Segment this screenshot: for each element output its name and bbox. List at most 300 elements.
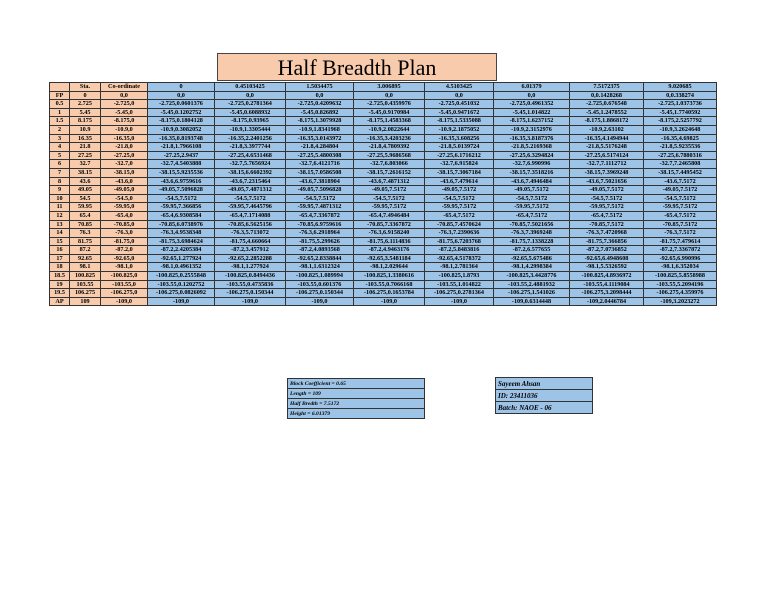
cell-col-5: -5.45,0.826892 (286, 108, 354, 117)
cell-col-1: 16.35 (70, 134, 101, 143)
cell-col-2: -16.35,0 (101, 134, 148, 143)
cell-col-7: -8.175,1.5335088 (425, 117, 494, 126)
cell-col-6: -38.15,7.2616152 (354, 168, 425, 177)
table-row (50, 203, 717, 212)
cell-col-0: 8 (50, 177, 70, 186)
cell-col-10: -65.4,7.5172 (644, 211, 717, 220)
cell-col-9: -8.175,1.8868172 (570, 117, 644, 126)
cell-col-9: -103.55,4.1119084 (570, 280, 644, 289)
cell-col-5: -65.4,7.3367872 (286, 211, 354, 220)
cell-col-4: -32.7,5.7656924 (215, 160, 286, 169)
cell-col-0: 3 (50, 134, 70, 143)
cell-col-0: 16 (50, 246, 70, 255)
cell-col-3: -38.15,5.9235536 (148, 168, 215, 177)
cell-col-8: -103.55,2.4881932 (494, 280, 570, 289)
cell-col-10: -54.5,7.5172 (644, 194, 717, 203)
cell-col-0: 10 (50, 194, 70, 203)
cell-col-3: -98.1,0.4961352 (148, 263, 215, 272)
cell-col-10: -27.25,6.7880316 (644, 151, 717, 160)
cell-col-3: -27.25,2.9437 (148, 151, 215, 160)
cell-col-6: -103.55,0.7066168 (354, 280, 425, 289)
cell-col-5: -49.05,7.5096828 (286, 186, 354, 195)
cell-col-2: -8.175,0 (101, 117, 148, 126)
cell-col-7: -21.8,5.0139724 (425, 143, 494, 152)
cell-col-2: -10.9,0 (101, 125, 148, 134)
cell-col-4: 0.45103425 (215, 83, 286, 92)
cell-col-5: -81.75,5.299626 (286, 237, 354, 246)
cell-col-1: 21.8 (70, 143, 101, 152)
table-row (50, 246, 717, 255)
cell-col-8: -5.45,1.014822 (494, 108, 570, 117)
cell-col-10: -32.7,7.2465808 (644, 160, 717, 169)
table-row (50, 160, 717, 169)
cell-col-2: -38.15,0 (101, 168, 148, 177)
cell-col-3: -8.175,0.1804128 (148, 117, 215, 126)
cell-col-0: 5 (50, 151, 70, 160)
cell-col-7: -109,0 (425, 297, 494, 306)
cell-col-1: 10.9 (70, 125, 101, 134)
cell-col-0: FP (50, 91, 70, 100)
table-row (50, 177, 717, 186)
cell-col-8: -92.65,5.675486 (494, 254, 570, 263)
cell-col-1: 54.5 (70, 194, 101, 203)
cell-col-3: -32.7,4.5403888 (148, 160, 215, 169)
cell-col-1: 27.25 (70, 151, 101, 160)
table-row (50, 194, 717, 203)
cell-col-1: 65.4 (70, 211, 101, 220)
cell-col-9: -106.275,3.2098444 (570, 289, 644, 298)
cell-col-2: -87.2,0 (101, 246, 148, 255)
cell-col-3: 0,0 (148, 91, 215, 100)
cell-col-2: -100.825,0 (101, 272, 148, 281)
cell-col-2: -54.5,0 (101, 194, 148, 203)
cell-col-4: -27.25,4.6531468 (215, 151, 286, 160)
cell-col-1: 2.725 (70, 100, 101, 109)
cell-col-3: -109,0 (148, 297, 215, 306)
cell-col-0: 13 (50, 220, 70, 229)
cell-col-3: -5.45,0.1202752 (148, 108, 215, 117)
cell-col-4: -98.1,1.277924 (215, 263, 286, 272)
cell-col-0: 15 (50, 237, 70, 246)
table-row (50, 186, 717, 195)
cell-col-9: -109,2.0446784 (570, 297, 644, 306)
cell-col-2: -43.6,0 (101, 177, 148, 186)
cell-col-4: -43.6,7.2315464 (215, 177, 286, 186)
author-batch-cell: Batch: NAOE - 06 (496, 402, 593, 414)
cell-col-4: -38.15,6.6602392 (215, 168, 286, 177)
length-cell: Length = 109 (288, 389, 425, 399)
table-row (50, 91, 717, 100)
cell-col-7: -5.45,0.9471672 (425, 108, 494, 117)
cell-col-9: -98.1,5.5326592 (570, 263, 644, 272)
cell-col-3: -100.825,0.2555848 (148, 272, 215, 281)
cell-col-0: 4 (50, 143, 70, 152)
cell-col-9: -76.3,7.4720968 (570, 229, 644, 238)
cell-col-10: -49.05,7.5172 (644, 186, 717, 195)
author-box (495, 377, 593, 414)
cell-col-6: -59.95,7.5172 (354, 203, 425, 212)
cell-col-10: -81.75,7.479614 (644, 237, 717, 246)
cell-col-6: -32.7,6.803066 (354, 160, 425, 169)
cell-col-3: -76.3,4.9538348 (148, 229, 215, 238)
cell-col-7: -10.9,2.1875052 (425, 125, 494, 134)
cell-col-6: -54.5,7.5172 (354, 194, 425, 203)
table-row (50, 100, 717, 109)
cell-col-6: -16.35,3.4203236 (354, 134, 425, 143)
cell-col-4: -65.4,7.1714088 (215, 211, 286, 220)
cell-col-9: -5.45,1.2478552 (570, 108, 644, 117)
cell-col-1: 100.825 (70, 272, 101, 281)
cell-col-5: -2.725,0.4209632 (286, 100, 354, 109)
cell-col-2: -27.25,0 (101, 151, 148, 160)
cell-col-5: -70.85,6.9759616 (286, 220, 354, 229)
cell-col-8: -54.5,7.5172 (494, 194, 570, 203)
cell-col-6: -106.275,0.1653784 (354, 289, 425, 298)
cell-col-7: 4.5103425 (425, 83, 494, 92)
cell-col-8: -38.15,7.3518216 (494, 168, 570, 177)
cell-col-4: -8.175,0.93965 (215, 117, 286, 126)
cell-col-1: 81.75 (70, 237, 101, 246)
cell-col-6: -21.8,4.7809392 (354, 143, 425, 152)
cell-col-10: -109,3.2023272 (644, 297, 717, 306)
height-cell: Height = 6.01379 (288, 409, 425, 419)
cell-col-7: -27.25,6.1716212 (425, 151, 494, 160)
cell-col-5: -100.825,1.089994 (286, 272, 354, 281)
cell-col-8: -109,0.6314448 (494, 297, 570, 306)
table-row (50, 143, 717, 152)
cell-col-10: -70.85,7.5172 (644, 220, 717, 229)
cell-col-3: -106.275,0.0826092 (148, 289, 215, 298)
cell-col-5: -8.175,1.3079928 (286, 117, 354, 126)
cell-col-8: -70.85,7.5021656 (494, 220, 570, 229)
cell-col-8: -98.1,4.2998384 (494, 263, 570, 272)
cell-col-10: -8.175,2.5257792 (644, 117, 717, 126)
cell-col-10: -87.2,7.3367872 (644, 246, 717, 255)
table-row (50, 297, 717, 306)
table-row (50, 237, 717, 246)
cell-col-3: -49.05,7.5096828 (148, 186, 215, 195)
cell-col-9: -2.725,0.676548 (570, 100, 644, 109)
cell-col-7: -54.5,7.5172 (425, 194, 494, 203)
cell-col-5: -106.275,0.150344 (286, 289, 354, 298)
cell-col-2: 0,0 (101, 91, 148, 100)
cell-col-0: 19.5 (50, 289, 70, 298)
cell-col-0: 1.5 (50, 117, 70, 126)
half-breadth-cell: Half Bredth = 7.5172 (288, 399, 425, 409)
cell-col-9: -59.95,7.5172 (570, 203, 644, 212)
cell-col-8: 0,0 (494, 91, 570, 100)
cell-col-4: -16.35,2.2401256 (215, 134, 286, 143)
cell-col-5: -76.3,6.2918964 (286, 229, 354, 238)
cell-col-1: 38.15 (70, 168, 101, 177)
cell-col-4: -109,0 (215, 297, 286, 306)
cell-col-6: -81.75,6.1114836 (354, 237, 425, 246)
table-row (50, 168, 717, 177)
cell-col-8: -87.2,6.577655 (494, 246, 570, 255)
cell-col-2: Co-ordinate (101, 83, 148, 92)
cell-col-10: -106.275,4.359976 (644, 289, 717, 298)
cell-col-6: -2.725,0.4359976 (354, 100, 425, 109)
header-row (50, 83, 717, 92)
table-row (50, 229, 717, 238)
cell-col-10: 0,0.338274 (644, 91, 717, 100)
cell-col-8: -49.05,7.5172 (494, 186, 570, 195)
table-row (50, 134, 717, 143)
cell-col-9: -43.6,7.5021656 (570, 177, 644, 186)
cell-col-8: -65.4,7.5172 (494, 211, 570, 220)
cell-col-5: -87.2,4.0893568 (286, 246, 354, 255)
cell-col-0: 1 (50, 108, 70, 117)
cell-col-3: 0 (148, 83, 215, 92)
cell-col-3: -59.95,7.366856 (148, 203, 215, 212)
cell-col-5: -27.25,5.4800308 (286, 151, 354, 160)
cell-col-3: -87.2,2.4205384 (148, 246, 215, 255)
cell-col-9: -65.4,7.5172 (570, 211, 644, 220)
cell-col-4: -2.725,0.2781364 (215, 100, 286, 109)
cell-col-3: -21.8,1.7966108 (148, 143, 215, 152)
cell-col-5: -43.6,7.3818904 (286, 177, 354, 186)
cell-col-10: -16.35,4.69825 (644, 134, 717, 143)
cell-col-6: -43.6,7.4871312 (354, 177, 425, 186)
cell-col-8: 6.01379 (494, 83, 570, 92)
cell-col-9: -10.9,2.63102 (570, 125, 644, 134)
cell-col-2: -103.55,0 (101, 280, 148, 289)
cell-col-1: 109 (70, 297, 101, 306)
cell-col-7: -100.825,1.8793 (425, 272, 494, 281)
cell-col-5: -103.55,0.601376 (286, 280, 354, 289)
cell-col-9: -81.75,7.366856 (570, 237, 644, 246)
cell-col-1: 5.45 (70, 108, 101, 117)
cell-col-4: -92.65,2.2852288 (215, 254, 286, 263)
cell-col-4: -54.5,7.5172 (215, 194, 286, 203)
cell-col-6: -27.25,5.9686568 (354, 151, 425, 160)
cell-col-8: -106.275,1.541026 (494, 289, 570, 298)
cell-col-10: -98.1,6.352034 (644, 263, 717, 272)
cell-col-9: -70.85,7.5172 (570, 220, 644, 229)
cell-col-1: Sta. (70, 83, 101, 92)
cell-col-4: -5.45,0.6088932 (215, 108, 286, 117)
cell-col-0: 18 (50, 263, 70, 272)
cell-col-8: -16.35,3.8187376 (494, 134, 570, 143)
cell-col-8: -21.8,5.2169368 (494, 143, 570, 152)
cell-col-7: -92.65,4.5178372 (425, 254, 494, 263)
cell-col-10: -103.55,5.2094196 (644, 280, 717, 289)
cell-col-6: -100.825,1.3380616 (354, 272, 425, 281)
cell-col-9: -32.7,7.1112712 (570, 160, 644, 169)
cell-col-9: -92.65,6.4948608 (570, 254, 644, 263)
cell-col-4: -59.95,7.4645796 (215, 203, 286, 212)
cell-col-0: 18.5 (50, 272, 70, 281)
cell-col-2: -92.65,0 (101, 254, 148, 263)
cell-col-3: -65.4,6.9308584 (148, 211, 215, 220)
half-breadth-table (49, 82, 717, 306)
cell-col-3: -10.9,0.3082052 (148, 125, 215, 134)
cell-col-3: -2.725,0.0601376 (148, 100, 215, 109)
cell-col-9: -49.05,7.5172 (570, 186, 644, 195)
cell-col-5: -21.8,4.284804 (286, 143, 354, 152)
cell-col-6: -76.3,6.9158240 (354, 229, 425, 238)
cell-col-7: -70.85,7.4570624 (425, 220, 494, 229)
cell-col-5: -109,0 (286, 297, 354, 306)
cell-col-8: -27.25,6.3294824 (494, 151, 570, 160)
cell-col-2: -98.1,0 (101, 263, 148, 272)
cell-col-3: -43.6,6.9759616 (148, 177, 215, 186)
table-row (50, 108, 717, 117)
cell-col-7: -43.6,7.479614 (425, 177, 494, 186)
cell-col-4: -21.8,3.3977744 (215, 143, 286, 152)
table-row (50, 289, 717, 298)
block-coefficient-cell: Block Coefficient = 0.65 (288, 379, 425, 389)
cell-col-6: -65.4,7.4946484 (354, 211, 425, 220)
cell-col-4: -70.85,6.5625156 (215, 220, 286, 229)
cell-col-0: 12 (50, 211, 70, 220)
cell-col-7: -76.3,7.2390636 (425, 229, 494, 238)
cell-col-5: -54.5,7.5172 (286, 194, 354, 203)
cell-col-7: -106.275,0.2781364 (425, 289, 494, 298)
cell-col-5: -98.1,1.6312324 (286, 263, 354, 272)
cell-col-0: 6 (50, 160, 70, 169)
cell-col-2: -76.3,0 (101, 229, 148, 238)
cell-col-3: -92.65,1.277924 (148, 254, 215, 263)
cell-col-4: -10.9,1.3305444 (215, 125, 286, 134)
cell-col-5: 1.5034475 (286, 83, 354, 92)
cell-col-10: -43.6,7.5172 (644, 177, 717, 186)
cell-col-3: -81.75,3.6984624 (148, 237, 215, 246)
cell-col-7: -16.35,3.608256 (425, 134, 494, 143)
cell-col-10: -2.725,1.0373736 (644, 100, 717, 109)
table-row (50, 117, 717, 126)
cell-col-1: 0 (70, 91, 101, 100)
cell-col-3: -103.55,0.1202752 (148, 280, 215, 289)
table-row (50, 151, 717, 160)
cell-col-1: 98.1 (70, 263, 101, 272)
author-name-cell: Sayeem Ahsan (496, 378, 593, 390)
cell-col-4: -103.55,0.4735836 (215, 280, 286, 289)
cell-col-10: -76.3,7.5172 (644, 229, 717, 238)
cell-col-4: -76.3,5.713072 (215, 229, 286, 238)
cell-col-1: 106.275 (70, 289, 101, 298)
cell-col-1: 8.175 (70, 117, 101, 126)
table-row (50, 254, 717, 263)
cell-col-9: -21.8,5.5176248 (570, 143, 644, 152)
cell-col-6: 0,0 (354, 91, 425, 100)
cell-col-4: -49.05,7.4871312 (215, 186, 286, 195)
cell-col-1: 59.95 (70, 203, 101, 212)
cell-col-6: -98.1,2.029644 (354, 263, 425, 272)
cell-col-5: 0,0 (286, 91, 354, 100)
table-row (50, 211, 717, 220)
cell-col-7: -38.15,7.3067184 (425, 168, 494, 177)
cell-col-8: -2.725,0.4961352 (494, 100, 570, 109)
cell-col-9: -87.2,7.0736852 (570, 246, 644, 255)
cell-col-5: -10.9,1.8341968 (286, 125, 354, 134)
cell-col-1: 76.3 (70, 229, 101, 238)
cell-col-10: 9.020685 (644, 83, 717, 92)
cell-col-1: 92.65 (70, 254, 101, 263)
cell-col-7: -103.55,1.014822 (425, 280, 494, 289)
page-title: Half Breadth Plan (217, 53, 497, 81)
cell-col-6: -5.45,0.9170984 (354, 108, 425, 117)
cell-col-0: AP (50, 297, 70, 306)
cell-col-7: -2.725,0.451032 (425, 100, 494, 109)
cell-col-2: -49.05,0 (101, 186, 148, 195)
cell-col-3: -70.85,6.0738976 (148, 220, 215, 229)
cell-col-2: -70.85,0 (101, 220, 148, 229)
table-row (50, 125, 717, 134)
cell-col-0: 2 (50, 125, 70, 134)
table-row (50, 263, 717, 272)
cell-col-2: -65.4,0 (101, 211, 148, 220)
parameters-box (287, 378, 425, 419)
cell-col-4: -87.2,3.457912 (215, 246, 286, 255)
cell-col-7: -49.05,7.5172 (425, 186, 494, 195)
cell-col-10: -5.45,1.7740592 (644, 108, 717, 117)
cell-col-10: -10.9,3.2624648 (644, 125, 717, 134)
cell-col-1: 43.6 (70, 177, 101, 186)
cell-col-4: 0,0 (215, 91, 286, 100)
cell-col-7: -87.2,5.8483816 (425, 246, 494, 255)
cell-col-3: -54.5,7.5172 (148, 194, 215, 203)
cell-col-5: -59.95,7.4871312 (286, 203, 354, 212)
cell-col-8: -76.3,7.3969248 (494, 229, 570, 238)
cell-col-5: -92.65,2.8338844 (286, 254, 354, 263)
cell-col-0: 17 (50, 254, 70, 263)
cell-col-0: 14 (50, 229, 70, 238)
cell-col-8: -8.175,1.6237152 (494, 117, 570, 126)
cell-col-7: -59.95,7.5172 (425, 203, 494, 212)
cell-col-1: 32.7 (70, 160, 101, 169)
cell-col-2: -109,0 (101, 297, 148, 306)
cell-col-0: 9 (50, 186, 70, 195)
cell-col-9: 7.5172375 (570, 83, 644, 92)
cell-col-1: 70.85 (70, 220, 101, 229)
cell-col-2: -81.75,0 (101, 237, 148, 246)
table-row (50, 280, 717, 289)
cell-col-6: -10.9,2.0822644 (354, 125, 425, 134)
cell-col-6: 3.006895 (354, 83, 425, 92)
cell-col-0: 11 (50, 203, 70, 212)
cell-col-4: -81.75,4.660664 (215, 237, 286, 246)
cell-col-0: 7 (50, 168, 70, 177)
cell-col-6: -70.85,7.3367872 (354, 220, 425, 229)
cell-col-8: -32.7,6.990996 (494, 160, 570, 169)
cell-col-9: -54.5,7.5172 (570, 194, 644, 203)
cell-col-5: -38.15,7.0586508 (286, 168, 354, 177)
cell-col-2: -21.8,0 (101, 143, 148, 152)
cell-col-8: -10.9,2.3152976 (494, 125, 570, 134)
cell-col-7: -81.75,6.7203768 (425, 237, 494, 246)
cell-col-2: -106.275,0 (101, 289, 148, 298)
cell-col-0: 0.5 (50, 100, 70, 109)
cell-col-9: -38.15,7.3969248 (570, 168, 644, 177)
cell-col-10: -38.15,7.4495452 (644, 168, 717, 177)
cell-col-5: -32.7,6.4121716 (286, 160, 354, 169)
cell-col-6: -87.2,4.9463176 (354, 246, 425, 255)
cell-col-7: -32.7,6.915824 (425, 160, 494, 169)
cell-col-4: -100.825,0.8494436 (215, 272, 286, 281)
cell-col-8: -43.6,7.4946484 (494, 177, 570, 186)
table-row (50, 220, 717, 229)
cell-col-10: -100.825,5.8558988 (644, 272, 717, 281)
cell-col-9: -100.825,4.8936972 (570, 272, 644, 281)
cell-col-5: -16.35,3.0143972 (286, 134, 354, 143)
cell-col-9: -27.25,6.5174124 (570, 151, 644, 160)
cell-col-2: -59.95,0 (101, 203, 148, 212)
cell-col-3: -16.35,0.8193748 (148, 134, 215, 143)
cell-col-6: -92.65,3.5481184 (354, 254, 425, 263)
cell-col-8: -100.825,3.4428776 (494, 272, 570, 281)
table-row (50, 272, 717, 281)
